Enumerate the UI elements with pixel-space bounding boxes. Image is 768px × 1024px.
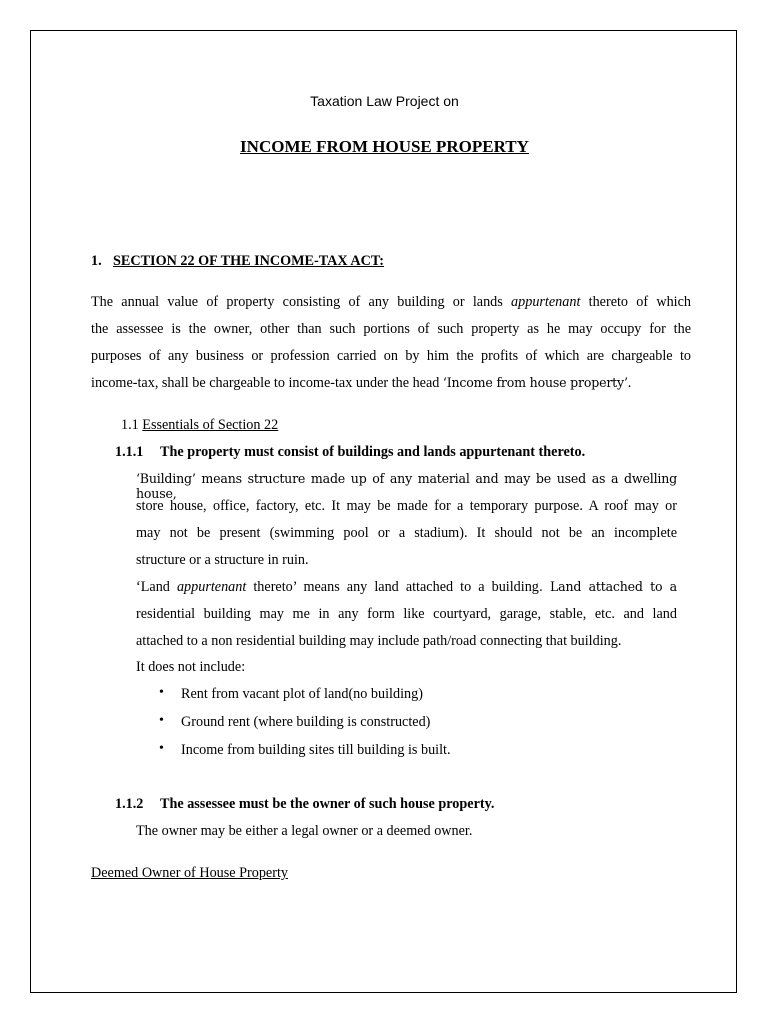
section-1-heading: SECTION 22 OF THE INCOME-TAX ACT: — [113, 253, 385, 269]
subsection-1-1-2-number: 1.1.2 — [115, 796, 144, 812]
appurtenant-term: appurtenant — [511, 294, 581, 310]
section-1-para-line-3: purposes of any business or profession carried on by him the profits of which are chargeable to — [91, 348, 691, 364]
building-definition-line-1: ‘Building’ means structure made up of any material and may be used as a dwelling house, — [136, 471, 677, 501]
section-1-number: 1. — [91, 253, 102, 269]
section-1-para-line-2: the assessee is the owner, other than such portions of such property as he may occupy for the — [91, 321, 691, 337]
bullet-item: Ground rent (where building is constructed) — [181, 714, 431, 730]
not-include-label: It does not include: — [136, 659, 246, 675]
land-definition-line-2: residential building may me in any form like courtyard, garage, stable, etc. and land — [136, 606, 677, 622]
subsection-1-1-1-heading: The property must consist of buildings and lands appurtenant thereto. — [160, 444, 586, 460]
subsection-1-1: 1.1 Essentials of Section 22 — [121, 417, 279, 433]
bullet-item: Rent from vacant plot of land(no building) — [181, 686, 423, 702]
bullet-icon: • — [159, 741, 164, 756]
subsection-1-1-2-heading: The assessee must be the owner of such house property. — [160, 796, 495, 812]
bullet-item: Income from building sites till building is built. — [181, 742, 451, 758]
document-subtitle: Taxation Law Project on — [310, 93, 459, 109]
building-definition-line-2: store house, office, factory, etc. It may be made for a temporary purpose. A roof may or — [136, 498, 677, 514]
land-definition-line-1: ‘Land appurtenant thereto’ means any land attached to a building. Land attached to a — [136, 579, 677, 595]
land-definition-line-3: attached to a non residential building may include path/road connecting that building. — [136, 633, 622, 649]
building-definition-line-4: structure or a structure in ruin. — [136, 552, 309, 568]
document-page — [30, 30, 737, 993]
document-title: INCOME FROM HOUSE PROPERTY — [240, 137, 529, 156]
building-definition-line-3: may not be present (swimming pool or a stadium). It should not be an incomplete — [136, 525, 677, 541]
bullet-icon: • — [159, 713, 164, 728]
section-1-para-line-1: The annual value of property consisting of any building or lands appurtenant thereto of which — [91, 294, 691, 310]
subsection-1-1-1-number: 1.1.1 — [115, 444, 144, 460]
section-1-para-line-4: income-tax, shall be chargeable to income-tax under the head ‘Income from house property’. — [91, 375, 632, 391]
deemed-owner-heading: Deemed Owner of House Property — [91, 865, 288, 881]
bullet-icon: • — [159, 685, 164, 700]
owner-text: The owner may be either a legal owner or a deemed owner. — [136, 823, 473, 839]
